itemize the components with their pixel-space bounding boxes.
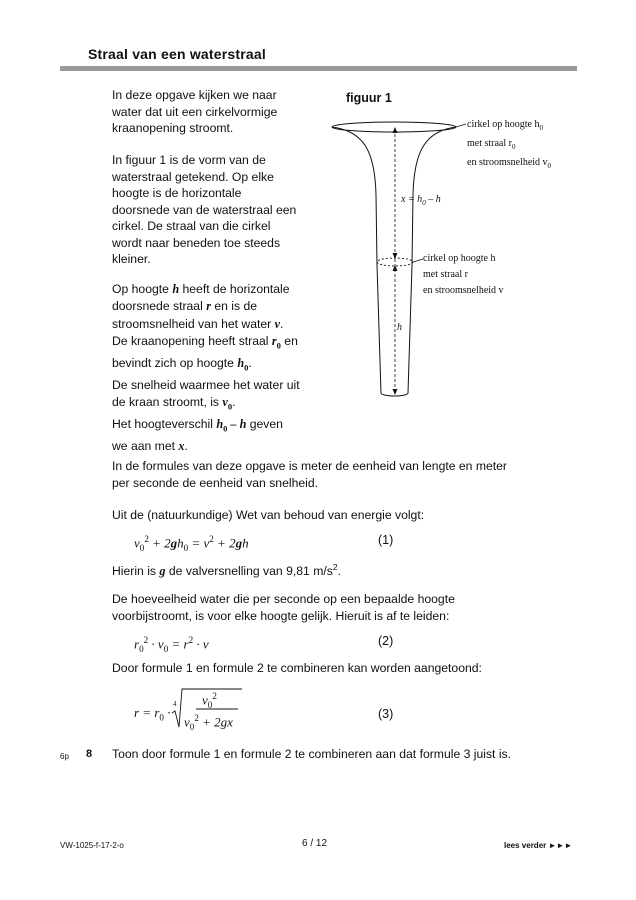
- text-line: cirkel. De straal van die cirkel: [112, 219, 271, 233]
- text-line: kleiner.: [112, 252, 151, 266]
- text-line: water dat uit een cirkelvormige: [112, 104, 278, 119]
- text-line: doorsnede van de waterstraal een: [112, 202, 297, 217]
- formula-3-lhs: $r = r_0$ ·: [134, 705, 171, 723]
- var-h: h: [172, 282, 180, 296]
- mid-pointer-line: [413, 259, 423, 262]
- intro-paragraph-2: [112, 152, 327, 268]
- figure-label: figuur 1: [346, 91, 392, 105]
- formula-2: $r_0^2 \cdot v_0 = r^2 \cdot v$: [134, 635, 209, 654]
- mid-circle-annotation: cirkel op hoogte h met straal r en stroomsnelheid v: [423, 253, 504, 296]
- arrow-down-mid: [393, 253, 398, 259]
- text-line: In figuur 1 is de vorm van de: [112, 153, 266, 167]
- text-line: De kraanopening heeft straal $r_0$ en: [112, 334, 298, 351]
- text-line: In deze opgave kijken we naar: [112, 88, 277, 102]
- root-index: 4: [173, 700, 177, 708]
- var-r0: r: [271, 334, 277, 349]
- top-pointer-line: [456, 124, 466, 127]
- var-g: g: [159, 564, 166, 579]
- text-line: de kraan stroomt, is $v_0$.: [112, 395, 236, 412]
- text-line: we aan met x.: [112, 439, 188, 453]
- text-line: stroomsnelheid van het water v.: [112, 316, 284, 331]
- question-points: 6p: [60, 752, 69, 761]
- var-h0-minus-h: h: [216, 417, 224, 432]
- question-number: 8: [86, 748, 93, 760]
- flow-paragraph: [112, 591, 582, 624]
- text-line: Het hoogteverschil $h_0$ – h geven: [112, 417, 283, 434]
- text-line: bevindt zich op hoogte $h_0$.: [112, 356, 252, 373]
- combine-sentence: Door formule 1 en formule 2 te combineren kan worden aangetoond:: [112, 661, 482, 675]
- text-line: kraanopening stroomt.: [112, 121, 234, 135]
- gravity-sentence: Hierin is g de valversnelling van 9,81 $m/s^2$.: [112, 562, 341, 579]
- var-v0: v: [222, 395, 228, 410]
- footer-exam-code: VW-1025-f-17-2-o: [60, 841, 124, 850]
- text-line: voorbijstroomt, is voor elke hoogte gelijk. Hieruit is af te leiden:: [112, 608, 450, 623]
- text-line: doorsnede straal r en is de: [112, 299, 258, 314]
- footer-page-number: 6 / 12: [302, 838, 328, 849]
- text-line: De hoeveelheid water die per seconde op een bepaalde hoogte: [112, 592, 455, 606]
- energy-sentence: Uit de (natuurkundige) Wet van behoud van energie volgt:: [112, 508, 425, 522]
- var-v: v: [274, 316, 281, 331]
- page-title: Straal van een waterstraal: [88, 46, 266, 62]
- text-line: wordt naar beneden toe steeds: [112, 235, 281, 250]
- text-line: waterstraal getekend. Op elke: [112, 169, 274, 184]
- var-h0: h: [237, 356, 245, 371]
- text-line: Op hoogte h heeft de horizontale: [112, 282, 290, 296]
- formula-1: $v_0^2 + 2gh_0 = v^2 + 2gh$: [134, 534, 249, 553]
- text-line: per seconde de eenheid van snelheid.: [112, 475, 318, 490]
- intro-paragraph-3: [112, 281, 337, 455]
- arrow-up-top: [393, 127, 398, 133]
- x-distance-label: $x = h_0 - h$: [401, 194, 441, 207]
- formula-2-number: (2): [378, 634, 394, 648]
- formula-3-number: (3): [378, 707, 394, 721]
- header-rule: [60, 66, 577, 71]
- text-line: In de formules van deze opgave is meter de eenheid van lengte en meter: [112, 459, 507, 473]
- formula-3-numerator: $v_0^2$: [202, 691, 217, 710]
- top-circle-annotation: cirkel op hoogte $h_0$ met straal $r_0$ en stroomsnelheid $v_0$: [467, 119, 552, 170]
- intro-paragraph-1: [112, 87, 327, 137]
- formula-3-denominator: $v_0^2 + 2gx$: [184, 713, 233, 732]
- arrow-down-bottom: [393, 389, 398, 395]
- h-height-label: h: [397, 322, 402, 333]
- units-paragraph: [112, 458, 582, 491]
- stream-left-edge: [332, 127, 381, 393]
- var-x: x: [178, 439, 185, 453]
- text-line: De snelheid waarmee het water uit: [112, 377, 300, 392]
- text-line: hoogte is de horizontale: [112, 186, 242, 200]
- question-text: Toon door formule 1 en formule 2 te combineren aan dat formule 3 juist is.: [112, 747, 512, 761]
- var-r: r: [206, 299, 211, 314]
- formula-1-number: (1): [378, 533, 394, 547]
- footer-continue: lees verder ►►►: [504, 841, 573, 850]
